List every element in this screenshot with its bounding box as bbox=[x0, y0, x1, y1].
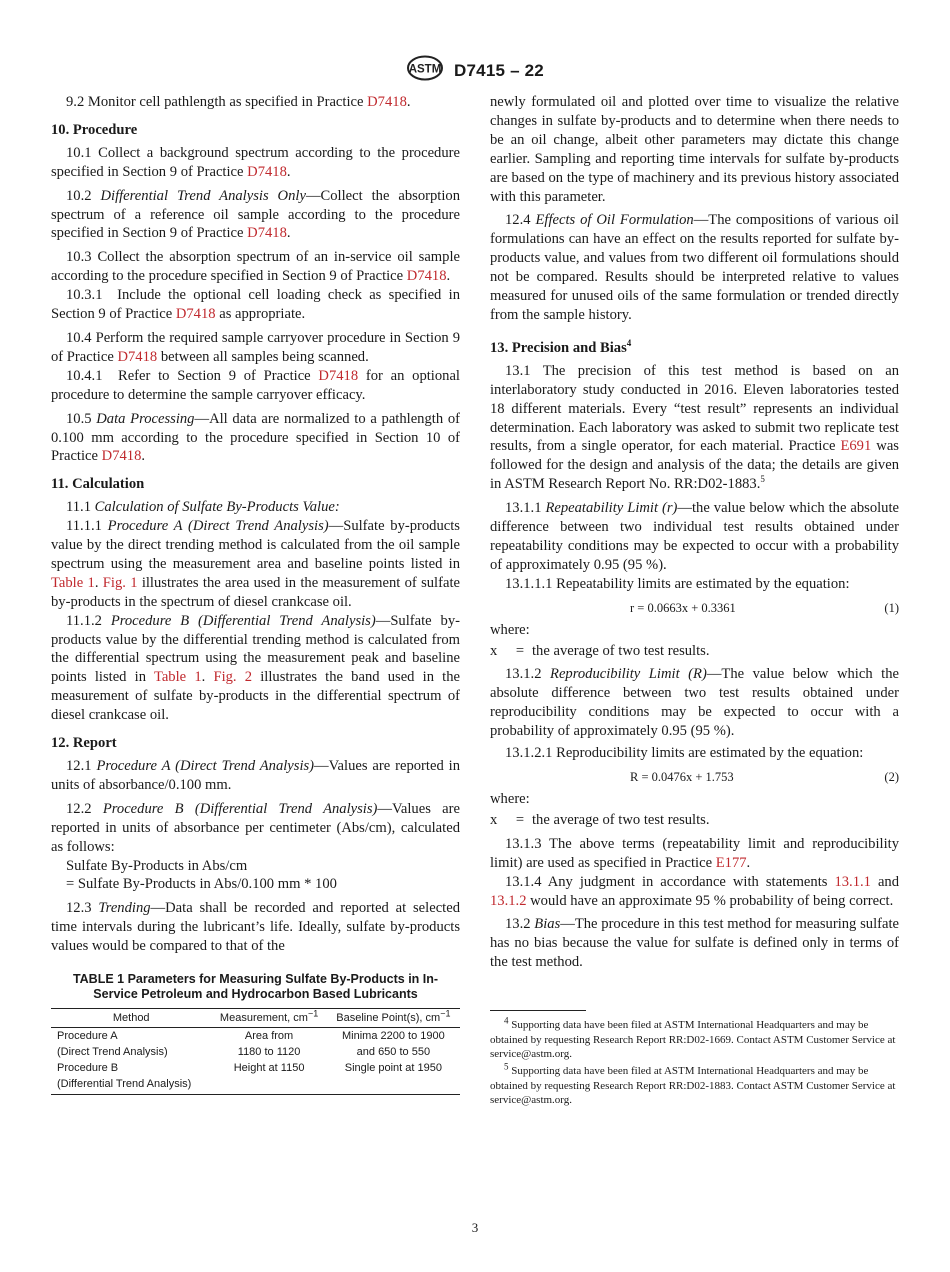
table-cell bbox=[327, 1076, 460, 1095]
para-9-2: 9.2 Monitor cell pathlength as specified in Practice D7418. bbox=[66, 94, 411, 110]
para-11-1: 11.1 Calculation of Sulfate By-Products Value: bbox=[66, 499, 340, 516]
para-10-4: 10.4 Perform the required sample carryover procedure in Section 9 of Practice D7418 between all samples being scanned. bbox=[51, 329, 460, 365]
para-10-5: 10.5 Data Processing—All data are normalized to a pathlength of 0.100 mm according to the procedure specified in Section 10 of Practice D7418. bbox=[51, 410, 460, 465]
formula-line-1: Sulfate By-Products in Abs/cm bbox=[66, 857, 248, 874]
section-11-heading: 11. Calculation bbox=[51, 476, 145, 493]
table-cell: (Direct Trend Analysis) bbox=[57, 1046, 168, 1059]
table-cell: Procedure A bbox=[57, 1030, 118, 1043]
link-d7418[interactable]: D7418 bbox=[367, 94, 407, 110]
table-cell: 1180 to 1120 bbox=[237, 1046, 301, 1059]
para-12-4: 12.4 Effects of Oil Formulation—The compositions of various oil formulations can have an effect on the results reported for sulfate by-products value, and values from two different oil formulations should not be compared. Results should be interpreted relative to values measured for unused oils of the same formulation or trended directly from the sample history. bbox=[490, 212, 899, 323]
table-cell: Area from bbox=[244, 1030, 294, 1043]
footnote-divider bbox=[490, 1010, 586, 1011]
para-13-1-2: 13.1.2 Reproducibility Limit (R)—The value below which the absolute difference between two test results obtained under reproducibility conditions may be expected to occur with a probability of approximately 0.95 (95 %). bbox=[490, 666, 900, 740]
link-d7418[interactable]: D7418 bbox=[247, 225, 287, 242]
link-d7418[interactable]: D7418 bbox=[247, 163, 287, 180]
para-13-1-1-1: 13.1.1.1 Repeatability limits are estimated by the equation: bbox=[505, 575, 850, 592]
table-row bbox=[51, 1076, 460, 1095]
equation-number: (2) bbox=[884, 770, 899, 784]
link-e177[interactable]: E177 bbox=[715, 854, 747, 871]
para-10-2: 10.2 Differential Trend Analysis Only—Collect the absorption spectrum of a reference oil sample according to the procedure specified in Section 9 of Practice D7418. bbox=[51, 187, 460, 242]
astm-logo-icon bbox=[406, 55, 444, 86]
table-header: Baseline Point(s), $cm^{-1}$ bbox=[327, 1009, 460, 1028]
para-12-2: 12.2 Procedure B (Differential Trend Analysis)—Values are reported in units of absorbance per centimeter (Abs/cm), calculated as follows: bbox=[51, 800, 460, 855]
page-number: 3 bbox=[471, 1220, 479, 1235]
table-cell: (Differential Trend Analysis) bbox=[51, 1076, 211, 1095]
section-12-heading: 12. Report bbox=[51, 735, 117, 752]
table-header-row bbox=[51, 1009, 460, 1028]
link-13-1-2[interactable]: 13.1.2 bbox=[490, 892, 527, 909]
table-1 bbox=[51, 1008, 460, 1095]
link-d7418[interactable]: D7418 bbox=[101, 448, 142, 465]
link-d7418[interactable]: D7418 bbox=[318, 367, 359, 384]
table-row bbox=[51, 1044, 460, 1060]
link-d7418[interactable]: D7418 bbox=[406, 268, 447, 285]
equation-expression: R = 0.0476x + 1.753 bbox=[630, 770, 734, 784]
table-1-caption: TABLE 1 Parameters for Measuring Sulfate By-Products in In-Service Petroleum and Hydrocarbon Based Lubricants bbox=[72, 972, 439, 1002]
para-13-1-2-1: 13.1.2.1 Reproducibility limits are estimated by the equation: bbox=[505, 745, 864, 762]
left-column bbox=[51, 93, 460, 1095]
link-e691[interactable]: E691 bbox=[840, 438, 872, 455]
link-table-1[interactable]: Table 1 bbox=[153, 669, 202, 686]
table-cell bbox=[211, 1076, 326, 1095]
para-13-1-4: 13.1.4 Any judgment in accordance with statements 13.1.1 and 13.1.2 would have an approximate 95 % probability of being correct. bbox=[490, 873, 900, 909]
link-d7418[interactable]: D7418 bbox=[175, 306, 216, 323]
formula-line-2: = Sulfate By-Products in Abs/0.100 mm * 100 bbox=[66, 876, 337, 893]
table-cell: Single point at 1950 bbox=[344, 1062, 442, 1075]
para-11-1-2: 11.1.2 Procedure B (Differential Trend Analysis)—Sulfate by-products value by the differential trending method is calculated from the differential spectrum using the measurement peak and baseline points listed in Table 1. Fig. 2 illustrates the band used in the measurement of sulfate by-products in the differential spectrum of diesel crankcase oil. bbox=[51, 612, 461, 724]
table-row bbox=[51, 1060, 460, 1076]
table-cell: Procedure B bbox=[57, 1062, 119, 1075]
variable-definition: x = the average of two test results. bbox=[490, 642, 710, 659]
link-fig-1[interactable]: Fig. 1 bbox=[102, 574, 138, 591]
section-10-heading: 10. Procedure bbox=[51, 121, 138, 138]
link-d7418[interactable]: D7418 bbox=[117, 348, 158, 365]
table-header: Method bbox=[51, 1009, 211, 1028]
footnote-4: $^4$ Supporting data have been filed at ASTM International Headquarters and may be obtained by requesting Research Report RR:D02-1669. Contact ASTM Customer Service at service@astm.org. bbox=[490, 1015, 896, 1061]
table-row bbox=[51, 1028, 460, 1045]
link-13-1-1[interactable]: 13.1.1 bbox=[834, 873, 871, 890]
para-13-1-3: 13.1.3 The above terms (repeatability limit and reproducibility limit) are used as specified in Practice E177. bbox=[490, 835, 899, 871]
where-label: where: bbox=[490, 791, 530, 807]
table-cell: Minima 2200 to 1900 bbox=[342, 1030, 445, 1043]
link-table-1[interactable]: Table 1 bbox=[51, 574, 95, 591]
para-12-3-continued: newly formulated oil and plotted over time to visualize the relative changes in sulfate by-products and to determine when there needs to be an oil change, albeit other parameters may dictate this change earlier. Sampling and reporting time intervals for sulfate by-products are based on the type of machinery and its previous history associated with this parameter. bbox=[490, 94, 899, 205]
para-10-1: 10.1 Collect a background spectrum according to the procedure specified in Section 9 of Practice D7418. bbox=[51, 144, 460, 180]
para-13-1-1: 13.1.1 Repeatability Limit (r)—the value below which the absolute difference between two individual test results obtained under repeatability conditions may be expected to occur with a probability of approximately 0.95 (95 %). bbox=[490, 500, 900, 573]
para-12-3: 12.3 Trending—Data shall be recorded and reported at selected time intervals during the lubricant’s life. Ideally, sulfate by-products values would be compared to that of the bbox=[51, 900, 461, 955]
table-cell: and 650 to 550 bbox=[356, 1046, 431, 1059]
para-13-2: 13.2 Bias—The procedure in this test method for measuring sulfate has no bias because the value for sulfate is defined only in terms of the test method. bbox=[490, 916, 899, 971]
footnote-5: $^5$ Supporting data have been filed at ASTM International Headquarters and may be obtained by requesting Research Report RR:D02-1883. Contact ASTM Customer Service at service@astm.org. bbox=[490, 1061, 896, 1107]
equation-number: (1) bbox=[884, 600, 899, 615]
table-header: Measurement, $cm^{-1}$ bbox=[211, 1009, 326, 1028]
para-10-3: 10.3 Collect the absorption spectrum of an in-service oil sample according to the procedure specified in Section 9 of Practice D7418. bbox=[51, 249, 460, 285]
link-fig-2[interactable]: Fig. 2 bbox=[213, 669, 253, 686]
right-column bbox=[490, 93, 899, 1110]
where-label: where: bbox=[490, 621, 530, 638]
para-10-3-1: 10.3.1 Include the optional cell loading check as specified in Section 9 of Practice D7418 as appropriate. bbox=[51, 287, 460, 323]
para-10-4-1: 10.4.1 Refer to Section 9 of Practice D7418 for an optional procedure to determine the sample carryover efficacy. bbox=[51, 367, 460, 403]
para-11-1-1: 11.1.1 Procedure A (Direct Trend Analysis)—Sulfate by-products value by the direct trending method is calculated from the oil sample spectrum using the measurement area and baseline points listed in Table 1. Fig. 1 illustrates the area used in the measurement of sulfate by-products in the spectrum of diesel crankcase oil. bbox=[51, 518, 460, 610]
section-13-heading: 13. Precision and Bias$^4$ bbox=[490, 338, 632, 356]
svg-text:ASTM: ASTM bbox=[408, 63, 442, 76]
para-12-1: 12.1 Procedure A (Direct Trend Analysis)—Values are reported in units of absorbance/0.100 mm. bbox=[51, 758, 460, 793]
variable-definition: x = the average of two test results. bbox=[490, 811, 710, 828]
page-header bbox=[0, 55, 950, 86]
para-13-1: 13.1 The precision of this test method is based on an interlaboratory study conducted in 2016. Eleven laboratories tested 18 different materials. Every “test result” represents an individual determination. Each laboratory was asked to submit two replicate test results, from a single operator, for each material. Practice E691 was followed for the design and analysis of the data; the details are given in ASTM Research Report No. RR:D02-1883.$^5$ bbox=[490, 362, 899, 493]
table-cell: Height at 1150 bbox=[233, 1062, 305, 1075]
equation-expression: r = 0.0663x + 0.3361 bbox=[630, 600, 736, 615]
equation-1 bbox=[490, 596, 899, 618]
document-code: D7415 – 22 bbox=[454, 60, 544, 80]
equation-2 bbox=[490, 765, 899, 787]
